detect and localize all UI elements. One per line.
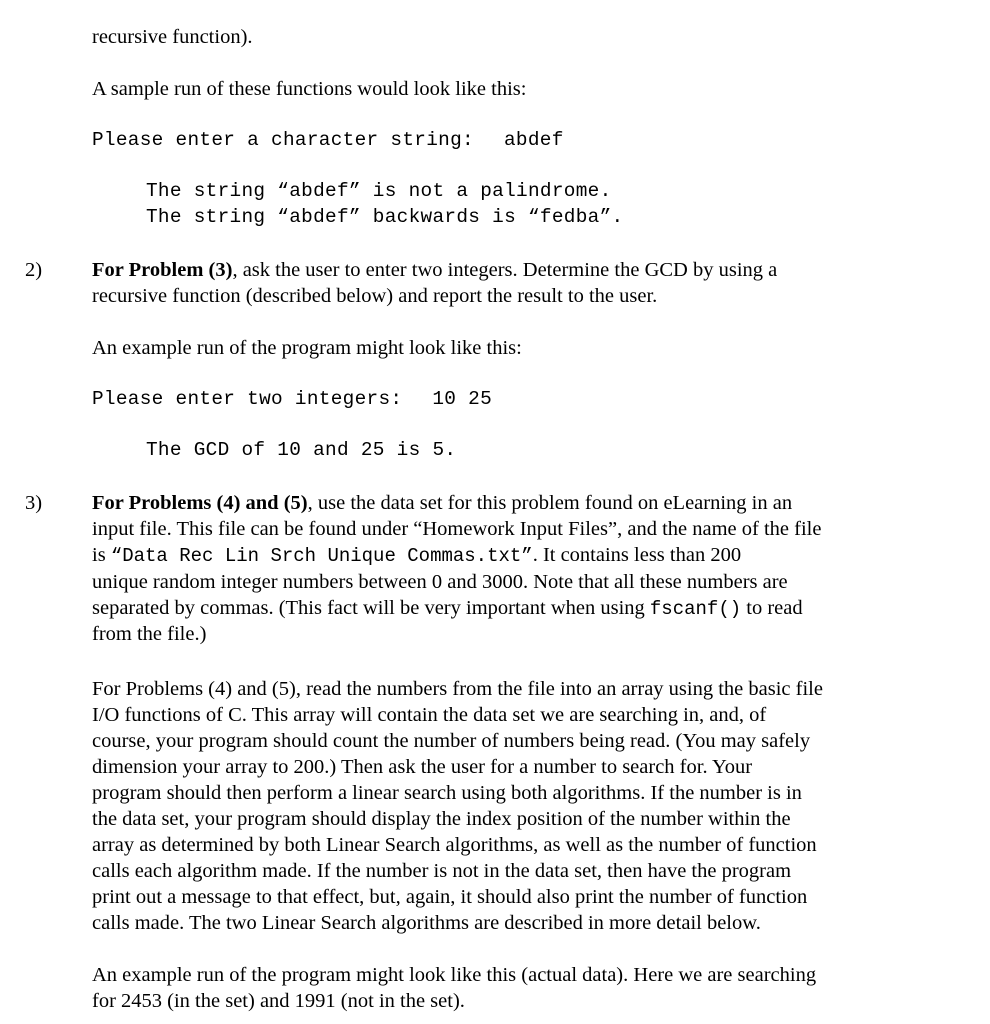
item3-para2-line: calls each algorithm made. If the number is not in the data set, then have the program [92,860,792,882]
item3-line5 [92,595,803,622]
item2-output: The GCD of 10 and 25 is 5. [146,439,457,461]
item3-filename: “Data Rec Lin Srch Unique Commas.txt” [110,545,533,567]
item3-para2-line: I/O functions of C. This array will contain the data set we are searching in, and, of [92,704,767,726]
item3-para2-line: the data set, your program should display the index position of the number within the [92,808,791,830]
intro-line: recursive function). [92,26,253,48]
item3-line3-pre: is [92,544,111,566]
item3-para2-line: calls made. The two Linear Search algorithms are described in more detail below. [92,912,761,934]
item2-lead: For Problem (3) [92,259,233,281]
item3-line5-post: to read [741,597,803,619]
item3-line3-post: . It contains less than 200 [532,544,742,566]
prompt-text: Please enter a character string: [92,129,474,151]
sample-output-1: The string “abdef” is not a palindrome. [146,180,612,202]
item3-line2: input file. This file can be found under “Homework Input Files”, and the name of the file [92,518,822,540]
item2-prompt-line [92,386,492,412]
item3-line1-rest: , use the data set for this problem found on eLearning in an [307,492,793,514]
item3-line5-pre: separated by commas. (This fact will be very important when using [92,597,650,619]
item3-lead: For Problems (4) and (5) [92,492,308,514]
item3-para2-line: dimension your array to 200.) Then ask the user for a number to search for. Your [92,756,753,778]
item2-line1-rest: , ask the user to enter two integers. Determine the GCD by using a [232,259,778,281]
item-number-3: 3) [25,492,43,514]
sample-heading: A sample run of these functions would look like this: [92,78,527,100]
item2-prompt-text: Please enter two integers: [92,388,403,410]
item3-para2-line: course, your program should count the number of numbers being read. (You may safely [92,730,811,752]
item3-line1 [92,490,792,516]
item3-line3 [92,542,741,569]
item3-para2-line: print out a message to that effect, but, again, it should also print the number of function [92,886,808,908]
item3-para2-line: program should then perform a linear search using both algorithms. If the number is in [92,782,802,804]
item3-line6: from the file.) [92,623,207,645]
item2-line1 [92,257,777,283]
item3-para2-line: For Problems (4) and (5), read the numbers from the file into an array using the basic file [92,678,823,700]
item2-prompt-input: 10 25 [432,388,493,410]
sample-output-2: The string “abdef” backwards is “fedba”. [146,206,624,228]
item3-fscanf-code: fscanf() [649,598,742,620]
item2-example-heading: An example run of the program might look like this: [92,337,522,359]
item-number-2: 2) [25,259,43,281]
sample-prompt-line [92,127,564,153]
prompt-input: abdef [503,129,564,151]
item3-para3-line: for 2453 (in the set) and 1991 (not in the set). [92,990,465,1012]
item3-line4: unique random integer numbers between 0 and 3000. Note that all these numbers are [92,571,788,593]
item3-para2-line: array as determined by both Linear Search algorithms, as well as the number of function [92,834,817,856]
item2-line2: recursive function (described below) and report the result to the user. [92,285,658,307]
item3-para3-line: An example run of the program might look like this (actual data). Here we are searching [92,964,817,986]
